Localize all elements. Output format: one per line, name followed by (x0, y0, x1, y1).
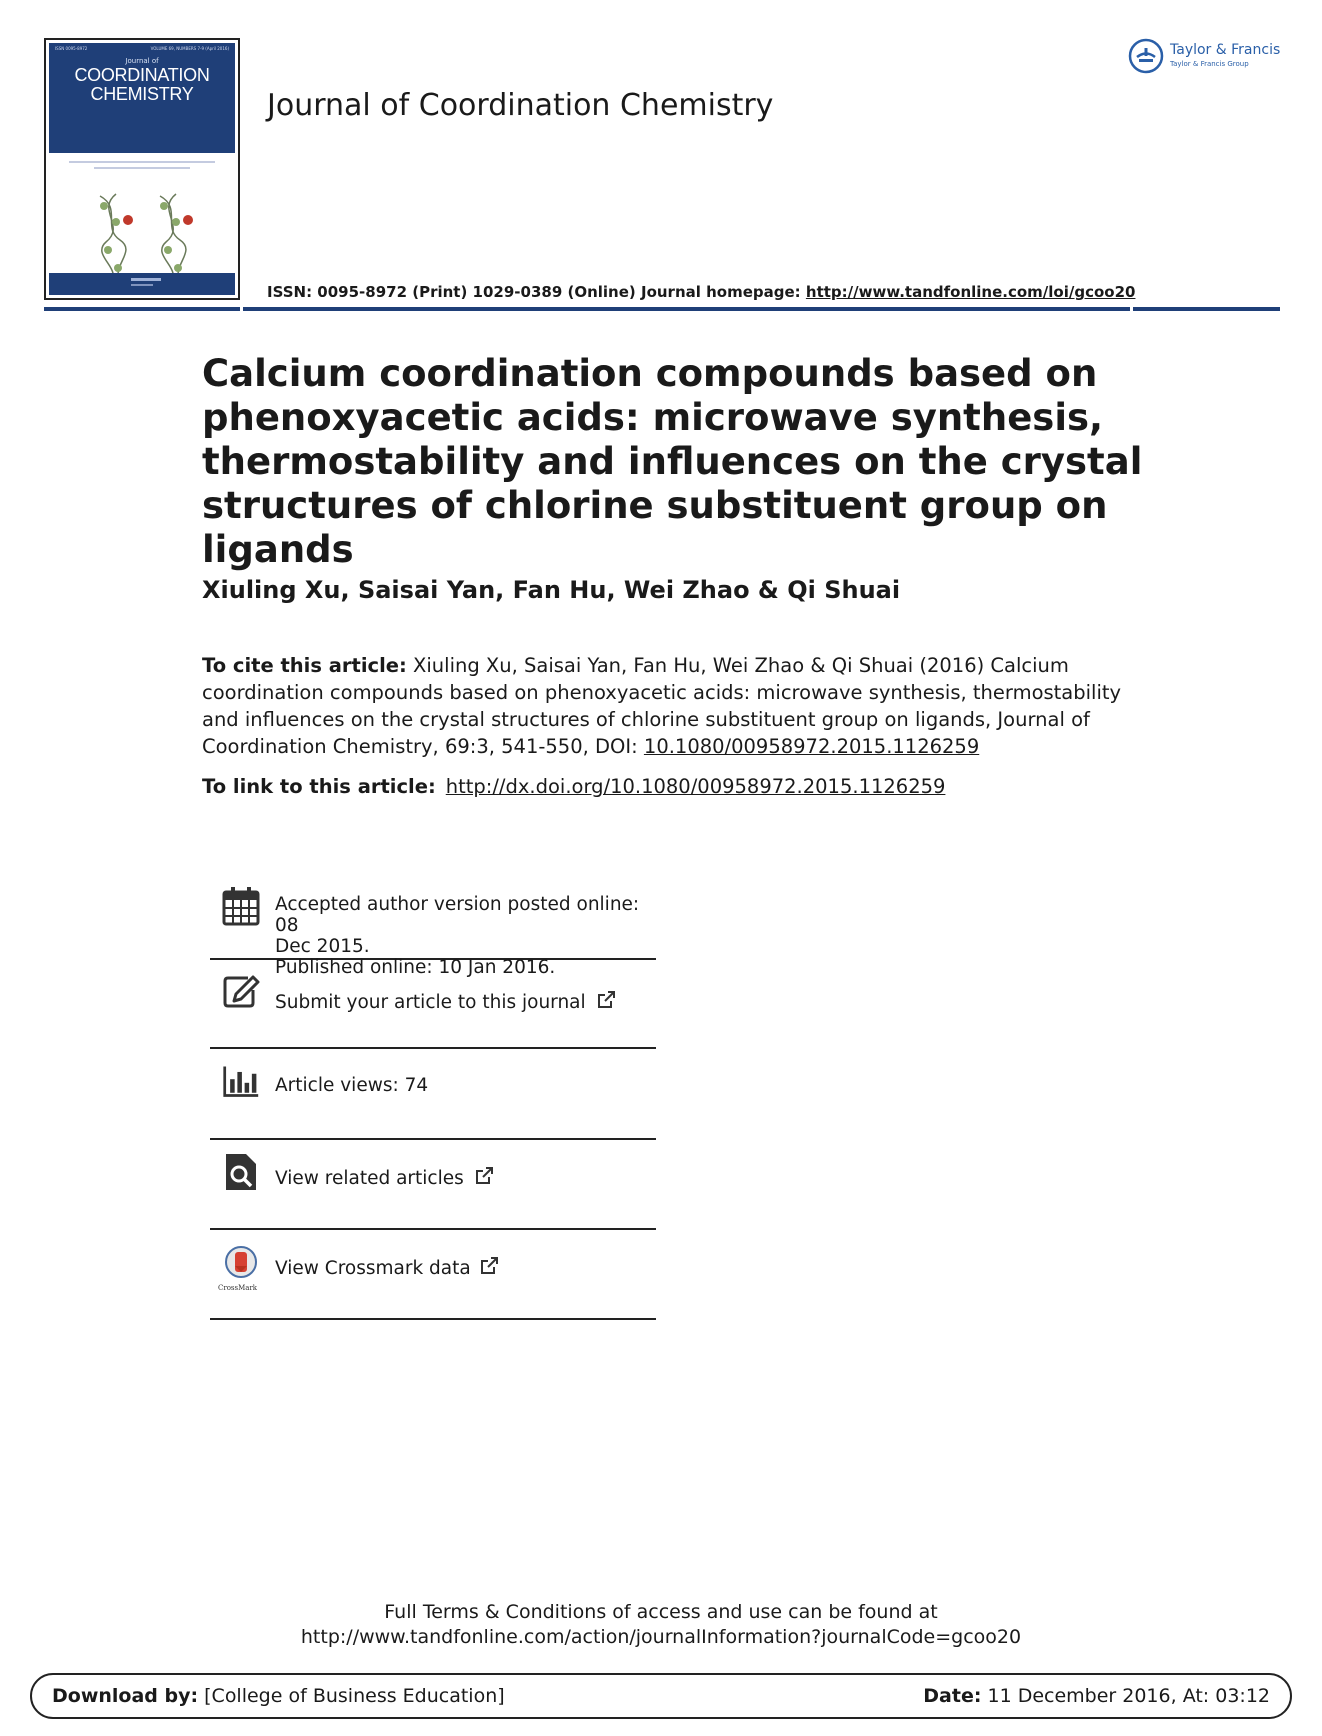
submit-article-link[interactable]: Submit your article to this journal (275, 992, 586, 1013)
date-value: 11 December 2016, At: 03:12 (981, 1685, 1270, 1707)
download-date (923, 1685, 1270, 1707)
external-link-icon (596, 990, 616, 1010)
cite-label: To cite this article: (202, 654, 407, 677)
list-item-related[interactable] (210, 1140, 656, 1230)
published-date: Published online: 10 Jan 2016. (275, 957, 556, 978)
list-item-views (210, 1049, 656, 1140)
external-link-icon (479, 1256, 499, 1276)
cover-editor-strip (49, 156, 235, 178)
list-item-dates (210, 878, 656, 978)
external-link-icon (474, 1166, 494, 1186)
calendar-icon (222, 886, 260, 926)
article-views: Article views: 74 (275, 1075, 429, 1096)
taylor-francis-icon (1128, 38, 1164, 74)
download-by (52, 1685, 505, 1707)
article-link-block (202, 775, 945, 798)
doi-link[interactable]: 10.1080/00958972.2015.1126259 (643, 735, 980, 758)
cover-title-line1: COORDINATION (74, 65, 210, 85)
crossmark-badge-label: CrossMark (218, 1284, 258, 1292)
crossmark-link[interactable]: View Crossmark data (275, 1258, 471, 1279)
list-item-crossmark[interactable] (210, 1230, 656, 1320)
accepted-date-line1: Accepted author version posted online: 08 (275, 894, 640, 936)
article-url-link[interactable]: http://dx.doi.org/10.1080/00958972.2015.1126259 (445, 775, 946, 798)
link-label: To link to this article: (202, 775, 436, 798)
issn-text: ISSN: 0095-8972 (Print) 1029-0389 (Online) Journal homepage: (267, 283, 806, 301)
journal-homepage-link[interactable]: http://www.tandfonline.com/loi/gcoo20 (805, 283, 1136, 301)
citation-block (202, 652, 1142, 760)
article-title: Calcium coordination compounds based on phenoxyacetic acids: microwave synthesis, thermostability and influences on the crystal structures of chlorine substituent group on ligands (202, 352, 1143, 571)
publisher-subname: Taylor & Francis Group (1170, 60, 1249, 68)
journal-cover-image (44, 38, 240, 300)
related-articles-link[interactable]: View related articles (275, 1168, 464, 1189)
header-divider (44, 307, 1280, 311)
article-authors: Xiuling Xu, Saisai Yan, Fan Hu, Wei Zhao & Qi Shuai (202, 576, 901, 604)
download-label: Download by: (52, 1685, 199, 1707)
bar-chart-icon (222, 1061, 260, 1101)
cite-text: Xiuling Xu, Saisai Yan, Fan Hu, Wei Zhao & Qi Shuai (2016) Calcium coordination compounds based on phenoxyacetic acids: microwave synthesis, thermostability and influences on the crystal structures of chlorine substituent group on ligands, Journal of Coordination Chemistry, 69:3, 541-550, DOI: (202, 654, 1122, 758)
publisher-name: Taylor & Francis (1170, 42, 1281, 58)
cover-volume: VOLUME 69, NUMBERS 7-9 (April 2016) (150, 46, 229, 51)
download-info-bar (30, 1673, 1292, 1719)
terms-line1: Full Terms & Conditions of access and use can be found at (384, 1601, 938, 1623)
cover-issn: ISSN 0095-8972 (55, 46, 88, 51)
edit-icon (222, 970, 260, 1010)
cover-publisher-band (49, 273, 235, 295)
download-value: [College of Business Education] (198, 1685, 505, 1707)
journal-name: Journal of Coordination Chemistry (267, 88, 774, 123)
article-info-list (210, 878, 656, 1320)
issn-line (267, 283, 1135, 301)
search-document-icon (222, 1152, 260, 1192)
cover-title-band (49, 43, 235, 153)
cover-title-line2: CHEMISTRY (90, 84, 194, 104)
cover-journal-of: Journal of (125, 57, 159, 65)
terms-notice (0, 1600, 1322, 1650)
publisher-logo[interactable] (1128, 38, 1288, 78)
crossmark-icon (222, 1246, 260, 1286)
date-label: Date: (923, 1685, 982, 1707)
accepted-date-line2: Dec 2015. (275, 936, 370, 957)
terms-url[interactable]: http://www.tandfonline.com/action/journalInformation?journalCode=gcoo20 (300, 1626, 1022, 1648)
list-item-submit[interactable] (210, 960, 656, 1049)
